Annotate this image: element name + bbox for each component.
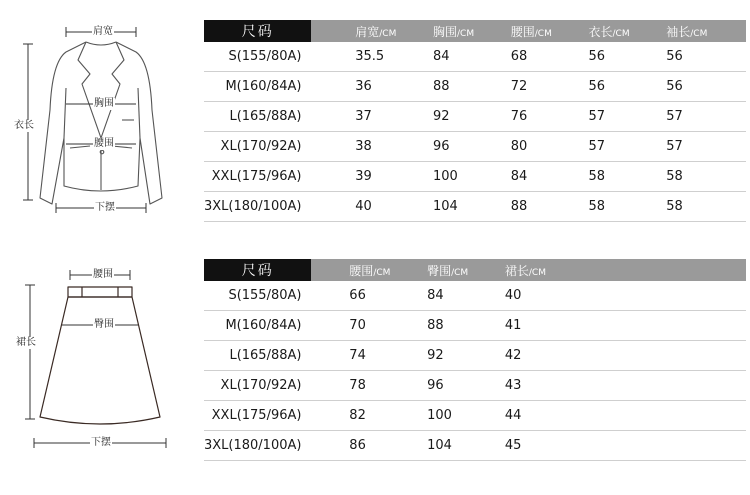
skirt-size-table (204, 259, 746, 461)
col-label: 臀围 (427, 263, 452, 278)
jacket-length-label: 衣长 (14, 120, 34, 131)
size-cell: S(155/80A) (204, 281, 311, 311)
value-cell: 56 (666, 42, 746, 72)
size-cell: S(155/80A) (204, 42, 311, 72)
jacket-chest-label: 胸围 (94, 98, 114, 109)
value-cell: 86 (349, 431, 427, 461)
value-cell: 82 (349, 401, 427, 431)
col-label: 肩宽 (355, 24, 380, 39)
value-cell: 72 (511, 72, 589, 102)
header-pad (311, 20, 355, 42)
jacket-header-row (204, 20, 746, 42)
table-row (204, 42, 746, 72)
jacket-diagram (0, 0, 200, 230)
table-row (204, 341, 746, 371)
unit-label: /CM (534, 28, 552, 39)
size-cell: M(160/84A) (204, 311, 311, 341)
value-cell: 39 (355, 162, 433, 192)
value-cell: 104 (433, 192, 511, 222)
size-cell: XL(170/92A) (204, 371, 311, 401)
table-row (204, 371, 746, 401)
size-cell: L(165/88A) (204, 341, 311, 371)
col-label: 裙长 (504, 263, 529, 278)
value-cell: 57 (666, 102, 746, 132)
col-label: 衣长 (588, 24, 613, 39)
pad-cell (311, 341, 349, 371)
value-cell: 96 (433, 132, 511, 162)
value-cell: 84 (427, 281, 505, 311)
value-cell: 40 (355, 192, 433, 222)
unit-label: /CM (612, 28, 630, 39)
col-label: 胸围 (432, 24, 457, 39)
value-cell: 36 (355, 72, 433, 102)
unit-label: /CM (528, 267, 546, 278)
table-row (204, 102, 746, 132)
value-cell: 37 (355, 102, 433, 132)
value-cell: 100 (433, 162, 511, 192)
value-cell: 58 (666, 192, 746, 222)
skirt-length-label: 裙长 (16, 337, 36, 348)
skirt-col-length (505, 259, 746, 281)
value-cell: 57 (666, 132, 746, 162)
value-cell: 57 (588, 102, 666, 132)
unit-label: /CM (690, 28, 708, 39)
jacket-shoulder-label: 肩宽 (93, 26, 113, 37)
value-cell: 57 (588, 132, 666, 162)
pad-cell (311, 192, 355, 222)
jacket-hem-label: 下摆 (95, 202, 115, 213)
value-cell: 88 (427, 311, 505, 341)
value-cell: 96 (427, 371, 505, 401)
skirt-col-waist (349, 259, 427, 281)
jacket-col-length (588, 20, 666, 42)
value-cell: 42 (505, 341, 746, 371)
unit-label: /CM (457, 28, 475, 39)
value-cell: 68 (511, 42, 589, 72)
value-cell: 66 (349, 281, 427, 311)
value-cell: 80 (511, 132, 589, 162)
skirt-hem-label: 下摆 (91, 437, 111, 448)
header-pad (311, 259, 349, 281)
unit-label: /CM (373, 267, 391, 278)
pad-cell (311, 102, 355, 132)
value-cell: 58 (588, 192, 666, 222)
pad-cell (311, 132, 355, 162)
table-row (204, 132, 746, 162)
pad-cell (311, 162, 355, 192)
skirt-hip-label: 臀围 (94, 319, 114, 330)
skirt-col-hip (427, 259, 505, 281)
pad-cell (311, 371, 349, 401)
skirt-illustration (0, 255, 200, 495)
jacket-col-waist (511, 20, 589, 42)
jacket-waist-label: 腰围 (94, 138, 114, 149)
value-cell: 78 (349, 371, 427, 401)
skirt-size-header: 尺码 (204, 259, 311, 281)
value-cell: 88 (511, 192, 589, 222)
skirt-waist-label: 腰围 (93, 269, 113, 280)
table-row (204, 281, 746, 311)
value-cell: 88 (433, 72, 511, 102)
size-cell: 3XL(180/100A) (204, 431, 311, 461)
value-cell: 104 (427, 431, 505, 461)
value-cell: 84 (433, 42, 511, 72)
value-cell: 56 (666, 72, 746, 102)
unit-label: /CM (451, 267, 469, 278)
skirt-header-row (204, 259, 746, 281)
table-row (204, 311, 746, 341)
jacket-col-chest (433, 20, 511, 42)
value-cell: 58 (666, 162, 746, 192)
size-cell: M(160/84A) (204, 72, 311, 102)
table-row (204, 192, 746, 222)
size-cell: 3XL(180/100A) (204, 192, 311, 222)
col-label: 腰围 (349, 263, 374, 278)
value-cell: 58 (588, 162, 666, 192)
unit-label: /CM (379, 28, 397, 39)
value-cell: 74 (349, 341, 427, 371)
pad-cell (311, 311, 349, 341)
size-cell: XXL(175/96A) (204, 162, 311, 192)
table-row (204, 431, 746, 461)
pad-cell (311, 42, 355, 72)
value-cell: 70 (349, 311, 427, 341)
col-label: 袖长 (666, 24, 691, 39)
pad-cell (311, 72, 355, 102)
value-cell: 43 (505, 371, 746, 401)
table-row (204, 162, 746, 192)
skirt-diagram (0, 255, 200, 495)
pad-cell (311, 401, 349, 431)
value-cell: 44 (505, 401, 746, 431)
size-cell: L(165/88A) (204, 102, 311, 132)
value-cell: 92 (433, 102, 511, 132)
value-cell: 35.5 (355, 42, 433, 72)
pad-cell (311, 281, 349, 311)
value-cell: 40 (505, 281, 746, 311)
jacket-size-table (204, 20, 746, 222)
value-cell: 76 (511, 102, 589, 132)
value-cell: 56 (588, 42, 666, 72)
jacket-col-shoulder (355, 20, 433, 42)
size-cell: XXL(175/96A) (204, 401, 311, 431)
jacket-col-sleeve (666, 20, 746, 42)
value-cell: 41 (505, 311, 746, 341)
value-cell: 45 (505, 431, 746, 461)
value-cell: 92 (427, 341, 505, 371)
value-cell: 56 (588, 72, 666, 102)
col-label: 腰围 (510, 24, 535, 39)
value-cell: 38 (355, 132, 433, 162)
size-cell: XL(170/92A) (204, 132, 311, 162)
table-row (204, 72, 746, 102)
value-cell: 100 (427, 401, 505, 431)
value-cell: 84 (511, 162, 589, 192)
pad-cell (311, 431, 349, 461)
jacket-size-header: 尺码 (204, 20, 311, 42)
table-row (204, 401, 746, 431)
